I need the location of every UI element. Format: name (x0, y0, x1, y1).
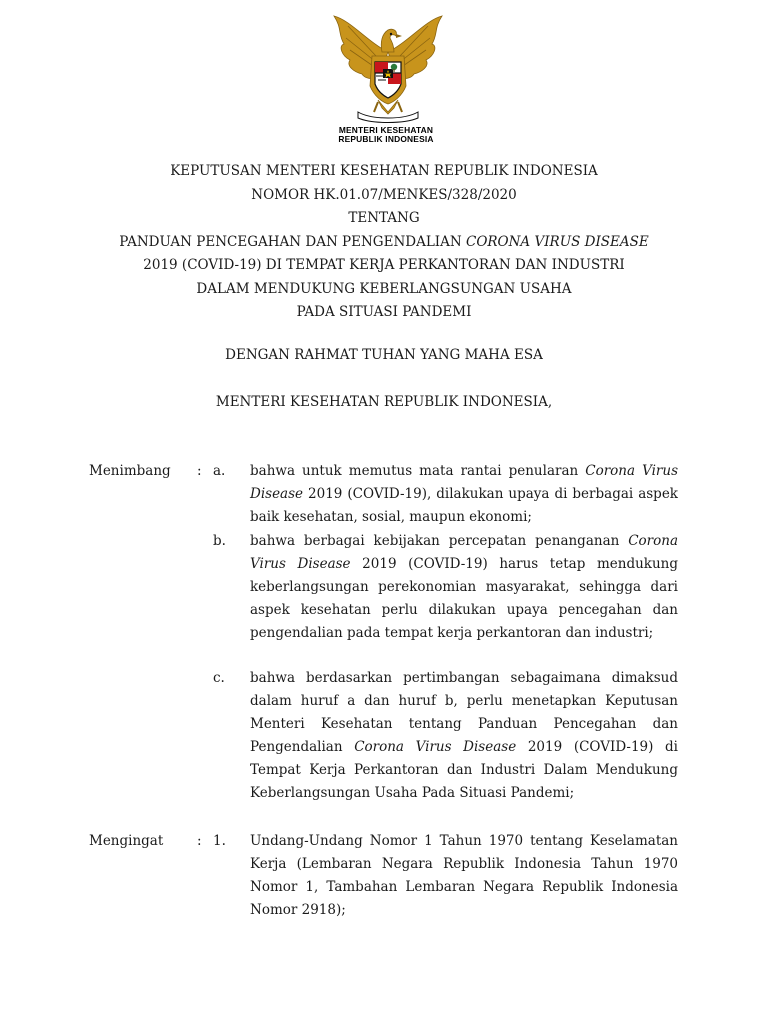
minister-title: MENTERI KESEHATAN REPUBLIK INDONESIA, (215, 394, 553, 410)
mengingat-marker-1: 1. (213, 833, 226, 849)
heading-line-6: DALAM MENDUKUNG KEBERLANGSUNGAN USAHA (196, 280, 572, 297)
menimbang-item-a-text1: bahwa untuk memutus mata rantai penularan (250, 463, 586, 479)
emblem-caption (318, 126, 454, 144)
mengingat-colon: : (197, 833, 202, 849)
emblem-caption-line1: MENTERI KESEHATAN (338, 125, 434, 135)
heading-line-4-italic: CORONA VIRUS DISEASE (465, 233, 649, 250)
heading-line-4-text: PANDUAN PENCEGAHAN DAN PENGENDALIAN (119, 233, 466, 250)
menimbang-label: Menimbang (89, 463, 171, 479)
menimbang-item-b-text2: 2019 (COVID-19) harus tetap mendukung keberlangsungan perekonomian masyarakat, sehingga dari aspek kesehatan perlu dilakukan upaya pencegahan dan pengendalian pada tempat kerja perkantoran dan industri; (250, 556, 678, 641)
heading-line-5: 2019 (COVID-19) DI TEMPAT KERJA PERKANTORAN DAN INDUSTRI (143, 257, 625, 273)
heading-line-2: NOMOR HK.01.07/MENKES/328/2020 (251, 186, 517, 203)
emblem-caption-line2: REPUBLIK INDONESIA (338, 134, 434, 144)
menimbang-marker-b: b. (213, 533, 226, 549)
heading-line-3: TENTANG (348, 210, 420, 226)
invocation: DENGAN RAHMAT TUHAN YANG MAHA ESA (225, 347, 543, 363)
mengingat-label: Mengingat (89, 833, 164, 849)
heading-line-4 (60, 231, 708, 255)
menimbang-item-a (250, 460, 678, 529)
mengingat-item-1 (250, 830, 678, 922)
menimbang-marker-c: c. (213, 670, 225, 686)
menimbang-item-b-italic: Corona Virus Disease (250, 533, 678, 572)
mengingat-item-1-text: Undang-Undang Nomor 1 Tahun 1970 tentang Keselamatan Kerja (Lembaran Negara Republik Indonesia Tahun 1970 Nomor 1, Tambahan Lembaran Negara Republik Indonesia Nomor 2918); (250, 833, 678, 918)
menimbang-item-c-text2: 2019 (COVID-19) di Tempat Kerja Perkantoran dan Industri Dalam Mendukung Keberlangsungan Usaha Pada Situasi Pandemi; (250, 739, 678, 801)
menimbang-item-c-italic: Corona Virus Disease (354, 739, 517, 755)
decree-heading (60, 160, 708, 325)
menimbang-item-b (250, 530, 678, 645)
menimbang-colon: : (197, 463, 202, 479)
garuda-emblem-icon (328, 12, 448, 124)
heading-line-7: PADA SITUASI PANDEMI (296, 304, 472, 320)
menimbang-marker-a: a. (213, 463, 226, 479)
menimbang-item-a-italic: Corona Virus Disease (250, 463, 678, 502)
menimbang-item-c (250, 667, 678, 805)
menimbang-item-a-text2: 2019 (COVID-19), dilakukan upaya di berbagai aspek baik kesehatan, sosial, maupun ekonomi; (250, 486, 678, 525)
menimbang-item-c-text1: bahwa berdasarkan pertimbangan sebagaimana dimaksud dalam huruf a dan huruf b, perlu menetapkan Keputusan Menteri Kesehatan tentang Panduan Pencegahan dan Pengendalian (250, 670, 678, 755)
heading-line-1: KEPUTUSAN MENTERI KESEHATAN REPUBLIK INDONESIA (170, 163, 598, 179)
menimbang-item-b-text1: bahwa berbagai kebijakan percepatan penanganan (250, 533, 629, 549)
